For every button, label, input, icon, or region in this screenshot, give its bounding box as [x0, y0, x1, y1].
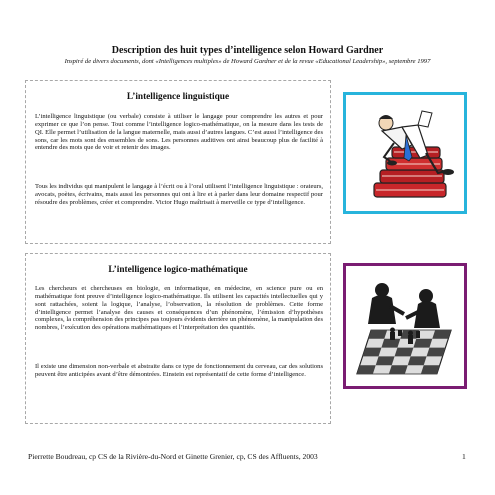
- document-subtitle: Inspiré de divers documents, dont «Intelligences multiples» de Howard Gardner et de la revue «Educational Leadership», septembre 1997: [64, 58, 431, 65]
- section-logico-mathematical: [25, 253, 331, 424]
- section-heading: L’intelligence linguistique: [126, 92, 230, 102]
- section-paragraph: Il existe une dimension non-verbale et abstraite dans ce type de fonctionnement du cerveau, car des solutions peuvent être anticipées avant d’être démontrées. Einstein est représentatif de cette forme d’intelligence.: [35, 363, 323, 378]
- man-on-books-icon: [343, 92, 467, 214]
- chess-players-icon: [343, 263, 467, 389]
- section-linguistic: [25, 80, 331, 244]
- document-title: Description des huit types d’intelligence selon Howard Gardner: [111, 45, 384, 56]
- section-heading: L’intelligence logico-mathématique: [108, 265, 248, 275]
- section-paragraph: L’intelligence linguistique (ou verbale) consiste à utiliser le langage pour comprendre les autres et pour exprimer ce que l’on pense. Tout comme l’intelligence logico-mathématique, on la mesure dans les tests de QI. Elle permet l’utilisation de la langue maternelle, mais aussi d’autres langues. C’est aussi l’intelligence des sons, car les mots sont des ensembles de sons. Les personnes auditives ont ainsi beaucoup plus de facilité à entendre des mots que de voir et retenir des images.: [35, 113, 323, 152]
- section-paragraph: Les chercheurs et chercheuses en biologie, en informatique, en médecine, en science pure ou en mathématique font preuve d’intelligence logico-mathématique. Ils utilisent les capacités intellectuelles qui y sont rattachées, soient la logique, l’analyse, l’observation, la résolution de problèmes. Cette forme d’intelligence permet l’analyse des causes et conséquences d’un phénomène, l’émission d’hypothèses complexes, la compréhension des principes pas toujours évidents derrière un phénomène, la manipulation des nombres, l’exécution des opérations mathématiques et l’interprétation des quantités.: [35, 285, 323, 332]
- footer-credits: Pierrette Boudreau, cp CS de la Rivière-du-Nord et Ginette Grenier, cp, CS des Affluents, 2003: [28, 452, 318, 461]
- page-number: 1: [462, 452, 466, 461]
- section-paragraph: Tous les individus qui manipulent le langage à l’écrit ou à l’oral utilisent l’intelligence linguistique : orateurs, avocats, poètes, écrivains, mais aussi les personnes qui ont à lire et à parler dans leur domaine respectif pour résoudre des problèmes, créer et comprendre. Victor Hugo maîtrisait à merveille ce type d’intelligence.: [35, 183, 323, 206]
